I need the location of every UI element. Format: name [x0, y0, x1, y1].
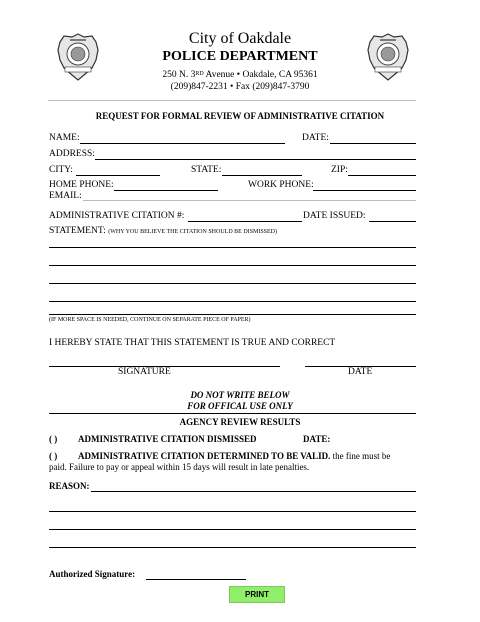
- address-pre: 250 N. 3: [162, 70, 196, 80]
- date-label: DATE:: [302, 133, 329, 143]
- city-heading: City of Oakdale: [188, 30, 292, 47]
- reason-line-3[interactable]: [49, 529, 416, 530]
- auth-signature-label: Authorized Signature:: [49, 569, 136, 579]
- statement-label-text: STATEMENT:: [49, 226, 106, 236]
- statement-line-4[interactable]: [49, 301, 416, 302]
- reason-line-1[interactable]: [91, 491, 416, 492]
- work-phone-field[interactable]: [313, 190, 416, 191]
- phone-fax-line: (209)847-2231 • Fax (209)847-3790: [170, 82, 310, 92]
- citation-label: ADMINISTRATIVE CITATION #:: [49, 211, 185, 221]
- attestation-text: I HEREBY STATE THAT THIS STATEMENT IS TRUE AND CORRECT: [49, 338, 336, 348]
- official-divider: [49, 413, 416, 414]
- print-button[interactable]: PRINT: [229, 586, 285, 603]
- results-title: AGENCY REVIEW RESULTS: [179, 417, 301, 427]
- form-title: REQUEST FOR FORMAL REVIEW OF ADMINISTRATIVE CITATION: [95, 111, 385, 121]
- option2-line2: paid. Failure to pay or appeal within 15 days will result in late penalties.: [49, 462, 310, 472]
- statement-label: [49, 227, 277, 237]
- address-field[interactable]: [95, 159, 416, 160]
- home-phone-label: HOME PHONE:: [49, 180, 114, 190]
- name-label: NAME:: [49, 133, 80, 143]
- address-post: Avenue • Oakdale, CA 95361: [203, 70, 318, 80]
- state-field[interactable]: [222, 175, 302, 176]
- home-phone-field[interactable]: [114, 190, 218, 191]
- department-heading: POLICE DEPARTMENT: [162, 49, 318, 64]
- auth-signature-field[interactable]: [146, 579, 246, 580]
- zip-field[interactable]: [348, 175, 416, 176]
- address-sup: RD: [195, 71, 204, 77]
- date-issued-label: DATE ISSUED:: [303, 211, 366, 221]
- reason-line-4[interactable]: [49, 547, 416, 548]
- option2-label: ADMINISTRATIVE CITATION DETERMINED TO BE VALID.: [78, 451, 331, 461]
- overflow-note: (IF MORE SPACE IS NEEDED, CONTINUE ON SEPARATE PIECE OF PAPER): [49, 317, 251, 323]
- signature-date-label: DATE: [348, 367, 373, 377]
- header-divider: [48, 100, 416, 101]
- state-label: STATE:: [191, 165, 222, 175]
- work-phone-label: WORK PHONE:: [248, 180, 314, 190]
- statement-line-2[interactable]: [49, 265, 416, 266]
- official-warning-1: DO NOT WRITE BELOW: [190, 390, 290, 400]
- email-label: EMAIL:: [49, 191, 82, 201]
- option1-label: ADMINISTRATIVE CITATION DISMISSED: [78, 434, 257, 444]
- address-line: [0, 71, 480, 81]
- option2-line: [78, 452, 390, 461]
- reason-label: REASON:: [49, 481, 90, 491]
- reason-line-2[interactable]: [49, 511, 416, 512]
- date-issued-field[interactable]: [369, 221, 416, 222]
- option2-checkbox[interactable]: ( ): [49, 451, 58, 461]
- statement-line-3[interactable]: [49, 283, 416, 284]
- official-warning-2: FOR OFFICAL USE ONLY: [187, 401, 293, 411]
- option2-rest: the fine must be: [330, 451, 391, 461]
- option1-checkbox[interactable]: ( ): [49, 434, 58, 444]
- statement-line-5[interactable]: [49, 314, 416, 315]
- statement-note: (WHY YOU BELIEVE THE CITATION SHOULD BE DISMISSED): [108, 229, 277, 235]
- statement-line-1[interactable]: [49, 247, 416, 248]
- name-field[interactable]: [80, 143, 285, 144]
- city-field[interactable]: [76, 175, 160, 176]
- city-label: CITY:: [49, 165, 73, 175]
- email-field[interactable]: [83, 200, 416, 201]
- option1-date-label: DATE:: [303, 434, 331, 444]
- date-field[interactable]: [330, 143, 416, 144]
- citation-field[interactable]: [188, 221, 302, 222]
- signature-label: SIGNATURE: [118, 367, 171, 377]
- zip-label: ZIP:: [331, 165, 348, 175]
- address-label: ADDRESS:: [49, 149, 95, 159]
